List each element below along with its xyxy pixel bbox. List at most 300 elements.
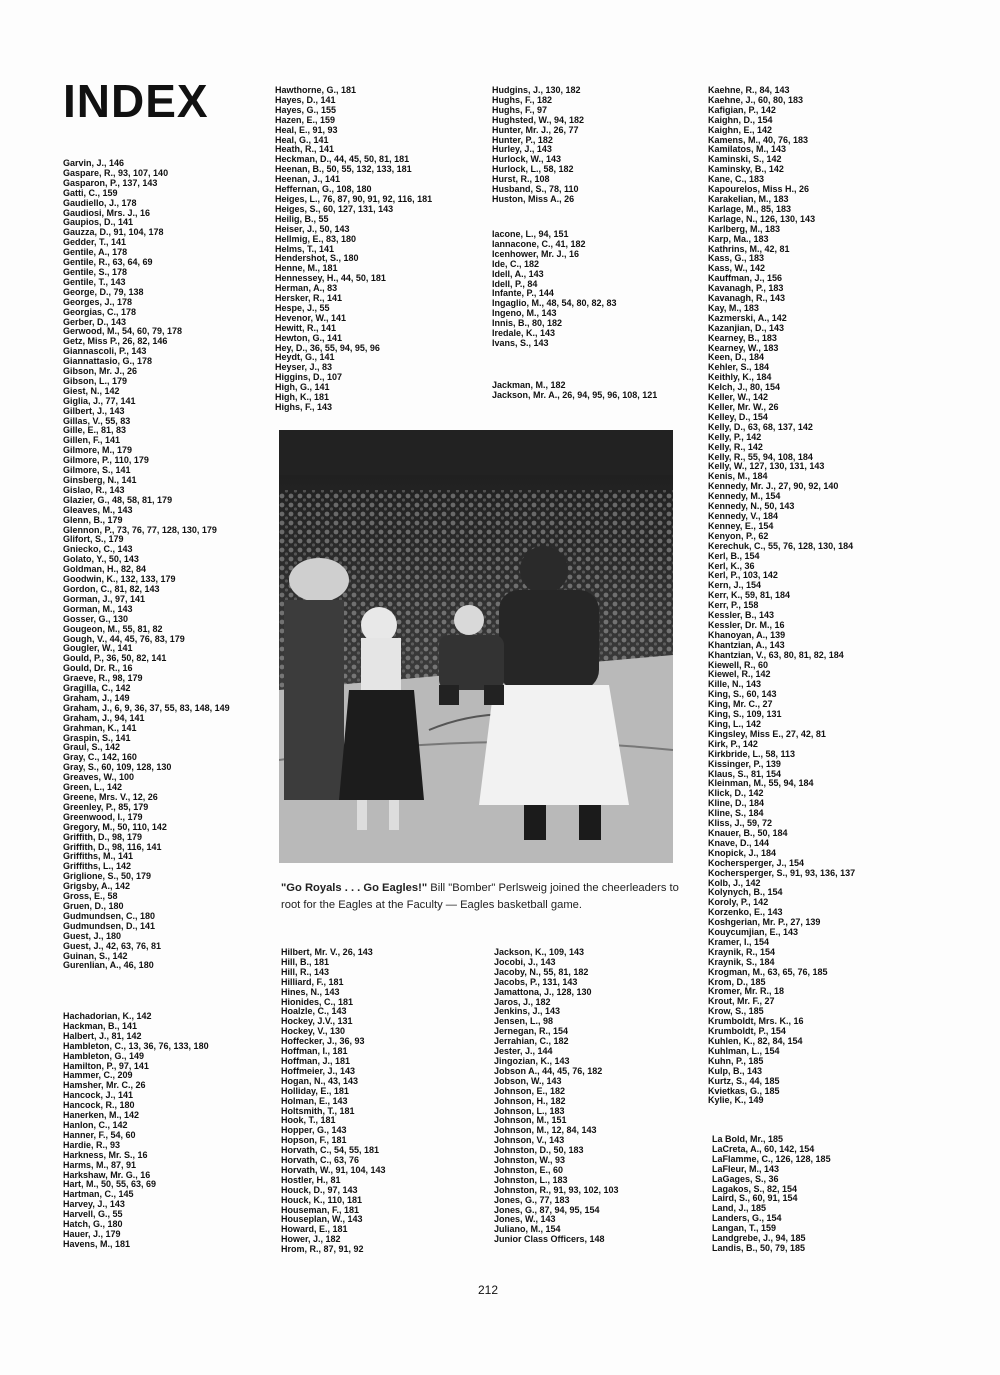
index-entry: Kauffman, J., 156 [708, 273, 783, 284]
index-entry: Gordon, C., 81, 82, 143 [63, 583, 160, 594]
index-entry: Keller, W., 142 [708, 392, 769, 403]
index-entry: Kennedy, M., 154 [708, 491, 781, 502]
index-entry: Horvath, C., 63, 76 [281, 1155, 360, 1166]
index-entry: Hanlon, C., 142 [63, 1119, 128, 1130]
index-entry: Kochersperger, S., 91, 93, 136, 137 [708, 867, 856, 878]
index-entry: Gentile, T., 143 [63, 276, 126, 287]
index-entry: Hazen, E., 159 [275, 114, 336, 125]
index-entry: Harvey, J., 143 [63, 1199, 125, 1210]
index-entry: Gauzza, D., 91, 104, 178 [63, 227, 164, 238]
index-entry: Hart, M., 50, 55, 63, 69 [63, 1179, 157, 1190]
index-entry: Keithly, K., 184 [708, 372, 772, 383]
index-entry: Johnson, V., 143 [494, 1135, 565, 1146]
index-entry: Khantzian, A., 143 [708, 639, 785, 650]
page-number: 212 [478, 1283, 499, 1297]
index-entry: Hellmig, E., 83, 180 [275, 233, 357, 244]
index-entry: Krumboldt, Mrs. K., 16 [708, 1016, 804, 1027]
index-entry: Gurenlian, A., 46, 180 [63, 960, 154, 971]
index-entry: Heiges, S., 60, 127, 131, 143 [275, 203, 394, 214]
index-entry: Kolb, J., 142 [708, 877, 761, 888]
index-entry: Goodwin, K., 132, 133, 179 [63, 574, 176, 585]
index-entry: Kaminski, S., 142 [708, 154, 782, 165]
index-entry: Hamilton, P., 97, 141 [63, 1060, 149, 1071]
index-entry: Juliano, M., 154 [494, 1224, 561, 1235]
index-entry: Heydt, G., 141 [275, 352, 335, 363]
index-entry: Hoffecker, J., 36, 93 [281, 1036, 365, 1047]
index-entry: Gislao, R., 143 [63, 484, 125, 495]
index-entry: Hoffman, J., 181 [281, 1055, 351, 1066]
index-entry: Helms, T., 141 [275, 243, 335, 254]
index-entry: Hilbert, Mr. V., 26, 143 [281, 947, 373, 957]
index-entry: Hionides, C., 181 [281, 996, 354, 1007]
index-entry: Hauer, J., 179 [63, 1228, 121, 1239]
index-entry: Junior Class Officers, 148 [494, 1234, 605, 1245]
index-entry: LaFlamme, C., 126, 128, 185 [712, 1153, 831, 1164]
index-entry: Kessler, Dr. M., 16 [708, 619, 785, 630]
index-entry: Kass, W., 142 [708, 263, 766, 274]
index-entry: Karakelian, M., 183 [708, 193, 789, 204]
index-entry: Heenan, J., 141 [275, 174, 341, 185]
index-entry: Jacoby, N., 55, 81, 182 [494, 966, 589, 977]
index-column-j [494, 948, 714, 1245]
index-entry: Karlage, M., 85, 183 [708, 203, 792, 214]
index-entry: Giannascoli, P., 143 [63, 346, 147, 357]
index-entry: Howard, E., 181 [281, 1224, 348, 1235]
index-entry: Kaighn, D., 154 [708, 114, 773, 125]
index-entry: Guest, J., 42, 63, 76, 81 [63, 940, 162, 951]
index-entry: Krogman, M., 63, 65, 76, 185 [708, 966, 828, 977]
index-entry: Koshgerian, Mr. P., 27, 139 [708, 917, 821, 928]
index-entry: Heal, G., 141 [275, 134, 329, 145]
index-entry: Krumboldt, P., 154 [708, 1026, 786, 1037]
index-entry: Havens, M., 181 [63, 1238, 131, 1249]
index-entry: Holliday, E., 181 [281, 1085, 349, 1096]
caption-title: "Go Royals . . . Go Eagles!" [281, 882, 428, 894]
index-column-i [492, 230, 712, 349]
index-entry: Grigsby, A., 142 [63, 881, 131, 892]
page-title: INDEX [63, 75, 209, 127]
index-entry: Hachadorian, K., 142 [63, 1011, 152, 1021]
index-entry: Harkness, Mr. S., 16 [63, 1149, 148, 1160]
index-entry: Gasparon, P., 137, 143 [63, 177, 158, 188]
index-entry: Hughs, F., 97 [492, 104, 548, 115]
index-entry: Hambleton, G., 149 [63, 1050, 145, 1061]
index-entry: Jernegan, R., 154 [494, 1026, 569, 1037]
index-entry: Gniecko, C., 143 [63, 544, 133, 555]
index-entry: Kille, N., 143 [708, 679, 762, 690]
index-entry: Kerl, B., 154 [708, 550, 760, 561]
index-entry: Gould, Dr. R., 16 [63, 663, 133, 674]
index-entry: Hey, D., 36, 55, 94, 95, 96 [275, 342, 380, 353]
index-entry: Heenan, B., 50, 55, 132, 133, 181 [275, 164, 412, 175]
index-entry: Kvietkas, G., 185 [708, 1085, 780, 1096]
index-column-g [63, 159, 283, 971]
index-entry: Khantzian, V., 63, 80, 81, 82, 184 [708, 649, 844, 660]
index-entry: Hughsted, W., 94, 182 [492, 114, 585, 125]
index-entry: Kenyon, P., 62 [708, 530, 769, 541]
index-entry: Hancock, R., 180 [63, 1100, 135, 1111]
index-column-k [708, 86, 928, 1106]
index-entry: Hurley, J., 143 [492, 144, 552, 155]
index-entry: Jacobs, P., 131, 143 [494, 976, 578, 987]
index-entry: Lagakos, S., 82, 154 [712, 1183, 798, 1194]
index-entry: Johnston, R., 91, 93, 102, 103 [494, 1184, 619, 1195]
index-entry: Hatch, G., 180 [63, 1219, 123, 1230]
index-entry: Ingaglio, M., 48, 54, 80, 82, 83 [492, 298, 617, 309]
index-entry: Hanner, F., 54, 60 [63, 1129, 136, 1140]
index-entry: Land, J., 185 [712, 1203, 767, 1214]
index-entry: Horvath, W., 91, 104, 143 [281, 1164, 386, 1175]
index-entry: Kearney, W., 183 [708, 342, 779, 353]
index-entry: Kennedy, N., 50, 143 [708, 501, 795, 512]
index-entry: Huston, Miss A., 26 [492, 193, 575, 204]
index-entry: Kearney, B., 183 [708, 332, 777, 343]
index-entry: Koroly, P., 142 [708, 897, 769, 908]
index-entry: Jackson, K., 109, 143 [494, 947, 585, 957]
index-entry: Giannattasio, G., 178 [63, 356, 153, 367]
index-entry: Jackman, M., 182 [492, 380, 566, 390]
index-entry: Jingozian, K., 143 [494, 1055, 570, 1066]
index-entry: Giglia, J., 77, 141 [63, 395, 136, 406]
index-entry: Kelly, R., 55, 94, 108, 184 [708, 451, 813, 462]
index-entry: Kuhn, P., 185 [708, 1055, 764, 1066]
index-entry: Kapourelos, Miss H., 26 [708, 184, 810, 195]
index-entry: Landis, B., 50, 79, 185 [712, 1242, 806, 1253]
photo-caption [281, 880, 681, 913]
index-entry: Kaminsky, B., 142 [708, 164, 784, 175]
index-entry: Kissinger, P., 139 [708, 758, 781, 769]
index-entry: Gille, E., 81, 83 [63, 425, 127, 436]
index-entry: Hennessey, H., 44, 50, 181 [275, 273, 386, 284]
index-entry: Hayes, G., 155 [275, 104, 337, 115]
index-column-l [712, 1135, 932, 1254]
index-entry: Gorman, M., 143 [63, 603, 133, 614]
index-entry: Jobson A., 44, 45, 76, 182 [494, 1065, 603, 1076]
index-entry: Hopper, G., 143 [281, 1125, 347, 1136]
index-entry: Gragilla, C., 142 [63, 683, 131, 694]
index-entry: Hilliard, F., 181 [281, 976, 344, 987]
index-entry: Kamilatos, M., 143 [708, 144, 787, 155]
index-entry: Kamens, M., 40, 76, 183 [708, 134, 809, 145]
index-entry: Johnson, M., 12, 84, 143 [494, 1125, 597, 1136]
index-entry: Iannacone, C., 41, 182 [492, 238, 586, 249]
index-entry: Hill, B., 181 [281, 956, 330, 967]
index-entry: Henne, M., 181 [275, 263, 338, 274]
index-entry: Kurtz, S., 44, 185 [708, 1075, 780, 1086]
index-entry: Idell, P., 84 [492, 278, 538, 289]
index-entry: Kaehne, R., 84, 143 [708, 85, 790, 95]
index-entry: Kafigian, P., 142 [708, 104, 776, 115]
index-entry: High, K., 181 [275, 392, 330, 403]
index-entry: Karlage, N., 126, 130, 143 [708, 213, 816, 224]
index-entry: Gibson, Mr. J., 26 [63, 366, 138, 377]
index-column-h [275, 86, 495, 413]
index-entry: Hendershot, S., 180 [275, 253, 359, 264]
index-entry: Gibson, L., 179 [63, 375, 128, 386]
index-entry: Holtsmith, T., 181 [281, 1105, 355, 1116]
index-entry: Griglione, S., 50, 179 [63, 871, 152, 882]
index-entry: Greenley, P., 85, 179 [63, 801, 149, 812]
index-entry: Hockey, V., 130 [281, 1026, 346, 1037]
index-entry: Kylie, K., 149 [708, 1095, 764, 1106]
index-entry: Innis, B., 80, 182 [492, 318, 563, 329]
index-entry: Herman, A., 83 [275, 283, 338, 294]
index-entry: Hudgins, J., 130, 182 [492, 85, 581, 95]
index-entry: Kerl, K., 36 [708, 560, 755, 571]
index-entry: Houck, K., 110, 181 [281, 1194, 363, 1205]
index-entry: Golato, Y., 50, 143 [63, 554, 139, 565]
index-entry: LaFleur, M., 143 [712, 1163, 780, 1174]
index-entry: Greene, Mrs. V., 12, 26 [63, 792, 158, 802]
index-entry: Kraynik, R., 154 [708, 946, 776, 957]
index-entry: Kay, M., 183 [708, 302, 759, 313]
index-entry: Heilig, B., 55 [275, 213, 329, 224]
index-entry: Kenis, M., 184 [708, 471, 768, 482]
index-entry: Kleinman, M., 55, 94, 184 [708, 778, 814, 789]
index-entry: Griffith, D., 98, 116, 141 [63, 841, 162, 852]
index-entry: Kiewel, R., 142 [708, 669, 771, 680]
index-entry: Husband, S., 78, 110 [492, 184, 579, 195]
index-entry: Hockey, J.V., 131 [281, 1016, 353, 1027]
index-entry: Kramer, I., 154 [708, 936, 770, 947]
index-entry: Heffernan, G., 108, 180 [275, 184, 372, 195]
index-entry: Ide, C., 182 [492, 258, 540, 269]
index-entry: Kessler, B., 143 [708, 610, 775, 621]
index-entry: Heyser, J., 83 [275, 362, 333, 373]
index-entry: Greaves, W., 100 [63, 772, 135, 783]
index-entry: Jones, G., 87, 94, 95, 154 [494, 1204, 600, 1215]
index-entry: Gerwood, M., 54, 60, 79, 178 [63, 326, 183, 337]
index-entry: Goldman, H., 82, 84 [63, 564, 147, 575]
index-entry: Iredale, K., 143 [492, 328, 556, 339]
index-entry: Gross, E., 58 [63, 891, 118, 902]
index-column-h-end [492, 86, 712, 205]
index-entry: Landgrebe, J., 94, 185 [712, 1233, 806, 1244]
index-entry: Gaupios, D., 141 [63, 217, 134, 228]
index-entry: Gray, S., 60, 109, 128, 130 [63, 762, 172, 773]
index-entry: Gilmore, S., 141 [63, 465, 131, 476]
index-entry: Ivans, S., 143 [492, 337, 549, 348]
index-entry: Graul, S., 142 [63, 742, 121, 753]
index-entry: Johnston, D., 50, 183 [494, 1145, 584, 1156]
index-entry: Jenkins, J., 143 [494, 1006, 561, 1017]
index-entry: Kelly, P., 142 [708, 431, 762, 442]
index-entry: Griffiths, L., 142 [63, 861, 132, 872]
index-entry: Kerl, P., 103, 142 [708, 570, 778, 581]
index-entry: Kazanjian, D., 143 [708, 322, 785, 333]
index-entry: Hersker, R., 141 [275, 293, 343, 304]
index-entry: Hamsher, Mr. C., 26 [63, 1080, 146, 1091]
index-entry: Hunter, P., 182 [492, 134, 553, 145]
index-entry: Ingeno, M., 143 [492, 308, 557, 319]
index-entry: Klick, D., 142 [708, 788, 764, 799]
index-entry: Gilmore, M., 179 [63, 445, 133, 456]
index-entry: Gudmundsen, C., 180 [63, 910, 156, 921]
index-entry: Krom, D., 185 [708, 976, 766, 987]
index-entry: Kavanagh, P., 183 [708, 283, 784, 294]
index-entry: King, S., 60, 143 [708, 689, 777, 700]
index-entry: Griffiths, M., 141 [63, 851, 134, 862]
index-entry: Knopick, J., 184 [708, 847, 777, 858]
index-entry: LaCreta, A., 60, 142, 154 [712, 1143, 815, 1154]
index-entry: Higgins, D., 107 [275, 372, 343, 383]
index-entry: Kiewell, R., 60 [708, 659, 769, 670]
index-entry: Giest, N., 142 [63, 385, 120, 396]
index-entry: Heath, R., 141 [275, 144, 335, 155]
index-entry: Jester, J., 144 [494, 1046, 553, 1057]
index-entry: Kraynik, S., 184 [708, 956, 775, 967]
index-entry: Halbert, J., 81, 142 [63, 1030, 142, 1041]
index-entry: Johnston, W., 93 [494, 1155, 566, 1166]
index-entry: Kochersperger, J., 154 [708, 857, 805, 868]
index-entry: Kerechuk, C., 55, 76, 128, 130, 184 [708, 540, 854, 551]
index-entry: Harms, M., 87, 91 [63, 1159, 137, 1170]
index-entry: Gaspare, R., 93, 107, 140 [63, 167, 169, 178]
caption-text: Bill "Bomber" Perlsweig joined the cheerleaders to root for the Eagles at the Faculty — Eagles basketball game. [281, 882, 679, 911]
index-entry: Keen, D., 184 [708, 352, 765, 363]
index-entry: Hancock, J., 141 [63, 1090, 134, 1101]
index-entry: Houck, D., 97, 143 [281, 1184, 358, 1195]
index-entry: Jobson, W., 143 [494, 1075, 562, 1086]
index-entry: Gentile, A., 178 [63, 247, 128, 258]
index-entry: Johnson, H., 182 [494, 1095, 566, 1106]
index-entry: Glazier, G., 48, 58, 81, 179 [63, 494, 173, 505]
index-entry: Laird, S., 60, 91, 154 [712, 1193, 798, 1204]
index-entry: Hewitt, R., 141 [275, 322, 337, 333]
index-entry: Hostler, H., 81 [281, 1174, 341, 1185]
index-entry: Kelly, D., 63, 68, 137, 142 [708, 421, 813, 432]
index-entry: Gosser, G., 130 [63, 613, 129, 624]
index-entry: Heal, E., 91, 93 [275, 124, 338, 135]
index-entry: King, L., 142 [708, 719, 762, 729]
index-entry: Hambleton, C., 13, 36, 76, 133, 180 [63, 1040, 209, 1051]
index-entry: Kavanagh, R., 143 [708, 293, 786, 304]
index-entry: Griffith, D., 98, 179 [63, 831, 143, 842]
index-entry: Kirkbride, L., 58, 113 [708, 748, 796, 759]
index-entry: Hines, N., 143 [281, 986, 340, 997]
index-entry: Gregory, M., 50, 110, 142 [63, 821, 167, 832]
index-entry: Greenwood, I., 179 [63, 811, 143, 822]
index-entry: Gougeon, M., 55, 81, 82 [63, 623, 163, 634]
index-entry: Gentile, S., 178 [63, 266, 128, 277]
index-entry: Kulp, B., 143 [708, 1065, 763, 1076]
index-entry: Gould, P., 36, 50, 82, 141 [63, 653, 167, 664]
index-entry: Kane, C., 183 [708, 174, 765, 185]
index-entry: Gentile, R., 63, 64, 69 [63, 257, 153, 268]
index-entry: Gaudiosi, Mrs. J., 16 [63, 207, 151, 218]
index-entry: Hurlock, W., 143 [492, 154, 562, 165]
index-entry: Gough, V., 44, 45, 76, 83, 179 [63, 633, 185, 644]
index-entry: Houseplan, W., 143 [281, 1214, 363, 1225]
index-entry: Kromer, Mr. R., 18 [708, 986, 785, 997]
index-entry: Gougler, W., 141 [63, 643, 133, 654]
index-entry: Karlberg, M., 183 [708, 223, 781, 234]
index-entry: Kelch, J., 80, 154 [708, 382, 781, 393]
index-entry: Graspin, S., 141 [63, 732, 131, 743]
index-entry: Heiges, L., 76, 87, 90, 91, 92, 116, 181 [275, 193, 433, 204]
index-entry: Heiser, J., 50, 143 [275, 223, 350, 234]
index-entry: Kehler, S., 184 [708, 362, 770, 373]
index-entry: Kingsley, Miss E., 27, 42, 81 [708, 728, 826, 739]
index-entry: Iacone, L., 94, 151 [492, 229, 569, 239]
index-entry: Kerr, K., 59, 81, 184 [708, 590, 791, 601]
index-entry: High, G., 141 [275, 382, 330, 393]
index-entry: Gillen, F., 141 [63, 435, 121, 446]
index-entry: Knauer, B., 50, 184 [708, 827, 788, 838]
basketball-game-photo [279, 430, 673, 863]
index-entry: Harkshaw, Mr. G., 16 [63, 1169, 151, 1180]
index-entry: Kuhlman, L., 154 [708, 1045, 780, 1056]
index-entry: Graeve, R., 98, 179 [63, 673, 143, 684]
index-entry: Gilmore, P., 110, 179 [63, 455, 149, 466]
index-entry: Gaudiello, J., 178 [63, 197, 137, 208]
index-entry: King, Mr. C., 27 [708, 699, 773, 710]
index-entry: Green, L., 142 [63, 782, 123, 793]
index-entry: Jensen, L., 98 [494, 1016, 554, 1027]
index-entry: Graham, J., 6, 9, 36, 37, 55, 83, 148, 149 [63, 702, 230, 713]
index-entry: Hopson, F., 181 [281, 1135, 347, 1146]
index-entry: Johnston, E., 60 [494, 1164, 564, 1175]
index-entry: Hammer, C., 209 [63, 1070, 133, 1081]
index-entry: Jerrahian, C., 182 [494, 1036, 569, 1047]
index-entry: Hurst, R., 108 [492, 174, 550, 185]
index-entry: Gerber, D., 143 [63, 316, 127, 327]
index-entry: Gray, C., 142, 160 [63, 752, 137, 763]
index-entry: Krow, S., 185 [708, 1006, 764, 1017]
index-entry: Holman, E., 143 [281, 1095, 348, 1106]
index-entry: Jones, G., 77, 183 [494, 1194, 570, 1205]
index-entry: Hoffman, I., 181 [281, 1046, 348, 1057]
index-entry: Highs, F., 143 [275, 402, 333, 412]
index-entry: Johnson, M., 151 [494, 1115, 567, 1126]
index-entry: Kern, J., 154 [708, 580, 762, 591]
index-entry: Graham, J., 94, 141 [63, 712, 145, 723]
index-entry: Georges, J., 178 [63, 296, 133, 307]
index-entry: Hoalzle, C., 143 [281, 1006, 347, 1017]
index-entry: Jocobi, J., 143 [494, 956, 556, 967]
index-entry: Hoffmeier, J., 143 [281, 1065, 356, 1076]
index-entry: Jones, W., 143 [494, 1214, 556, 1225]
index-entry: Horvath, C., 54, 55, 181 [281, 1145, 380, 1156]
index-entry: Gillas, V., 55, 83 [63, 415, 131, 426]
index-entry: Kerr, P., 158 [708, 600, 759, 611]
index-entry: Graham, J., 149 [63, 692, 130, 703]
index-entry: Hanerken, M., 142 [63, 1110, 140, 1121]
index-entry: Krout, Mr. F., 27 [708, 996, 775, 1007]
index-entry: Kelley, D., 154 [708, 411, 768, 422]
index-entry: Glenn, B., 179 [63, 514, 123, 525]
index-entry: Idell, A., 143 [492, 268, 544, 279]
index-entry: Heckman, D., 44, 45, 50, 81, 181 [275, 154, 410, 165]
index-entry: Keller, Mr. W., 26 [708, 402, 779, 412]
index-entry: Knave, D., 144 [708, 837, 770, 848]
index-entry: Hill, R., 143 [281, 966, 330, 977]
index-entry: Hower, J., 182 [281, 1234, 341, 1245]
index-entry: Landers, G., 154 [712, 1213, 782, 1224]
index-entry: Gruen, D., 180 [63, 900, 124, 911]
index-entry: Kelly, W., 127, 130, 131, 143 [708, 461, 825, 472]
index-entry: Kolynych, B., 154 [708, 887, 783, 898]
index-entry: Glifort, S., 179 [63, 534, 124, 545]
index-entry: Kliss, J., 59, 72 [708, 818, 773, 829]
index-entry: Hogan, N., 43, 143 [281, 1075, 359, 1086]
index-entry: Kennedy, Mr. J., 27, 90, 92, 140 [708, 481, 839, 492]
index-column-h-cont [281, 948, 501, 1255]
index-entry: Gudmundsen, D., 141 [63, 920, 156, 931]
index-entry: Hayes, D., 141 [275, 94, 336, 105]
index-entry: Jackson, Mr. A., 26, 94, 95, 96, 108, 121 [492, 389, 658, 400]
index-entry: Kelly, R., 142 [708, 441, 763, 452]
